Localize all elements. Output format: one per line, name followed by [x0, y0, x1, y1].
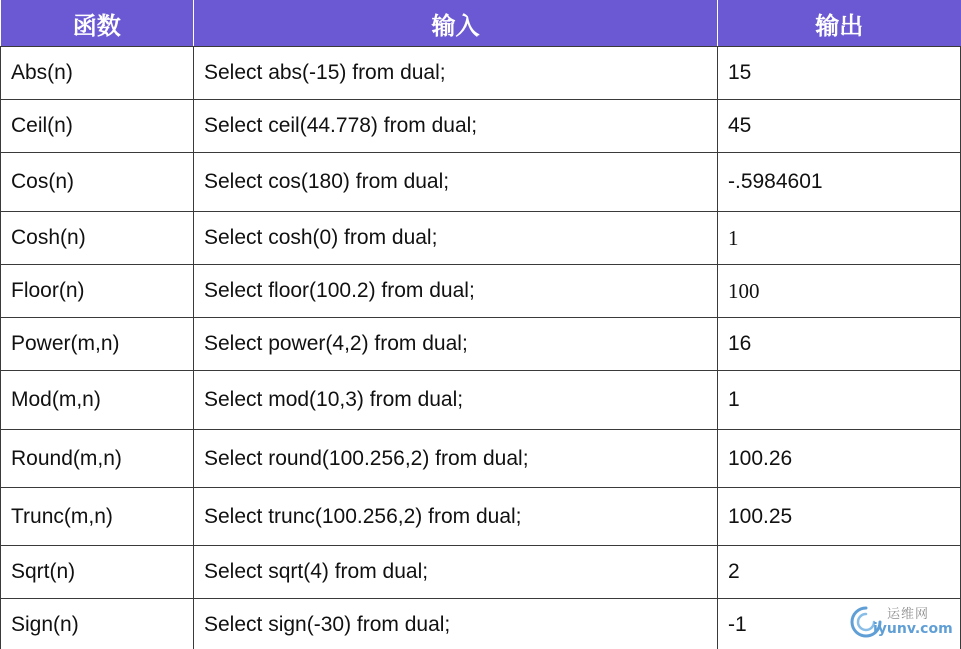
table-header-row: [1, 0, 961, 47]
table-row: [1, 599, 961, 649]
output-cell: 2: [718, 546, 961, 599]
input-cell: Select cosh(0) from dual;: [194, 212, 718, 265]
header-input: 输入: [194, 0, 718, 47]
output-cell: 1: [718, 371, 961, 430]
table-row: [1, 371, 961, 430]
function-cell: Ceil(n): [1, 100, 194, 153]
function-cell: Trunc(m,n): [1, 488, 194, 546]
output-cell: 100.25: [718, 488, 961, 546]
input-cell: Select round(100.256,2) from dual;: [194, 430, 718, 488]
output-cell: -1: [718, 599, 961, 649]
input-cell: Select ceil(44.778) from dual;: [194, 100, 718, 153]
input-cell: Select abs(-15) from dual;: [194, 47, 718, 100]
function-cell: Abs(n): [1, 47, 194, 100]
input-cell: Select sign(-30) from dual;: [194, 599, 718, 649]
input-cell: Select cos(180) from dual;: [194, 153, 718, 212]
table-row: [1, 153, 961, 212]
input-cell: Select mod(10,3) from dual;: [194, 371, 718, 430]
table-row: [1, 265, 961, 318]
function-cell: Sqrt(n): [1, 546, 194, 599]
function-cell: Round(m,n): [1, 430, 194, 488]
input-cell: Select power(4,2) from dual;: [194, 318, 718, 371]
table-row: [1, 212, 961, 265]
input-cell: Select sqrt(4) from dual;: [194, 546, 718, 599]
table-row: [1, 430, 961, 488]
output-cell: 45: [718, 100, 961, 153]
watermark-en-text: iyunv.com: [873, 621, 953, 637]
output-cell: -.5984601: [718, 153, 961, 212]
table-row: [1, 47, 961, 100]
function-cell: Cosh(n): [1, 212, 194, 265]
output-cell: 1: [718, 212, 961, 265]
site-watermark: [849, 603, 953, 643]
header-output: 输出: [718, 0, 961, 47]
table-row: [1, 546, 961, 599]
function-cell: Cos(n): [1, 153, 194, 212]
function-cell: Floor(n): [1, 265, 194, 318]
table-row: [1, 488, 961, 546]
input-cell: Select trunc(100.256,2) from dual;: [194, 488, 718, 546]
output-cell: 15: [718, 47, 961, 100]
header-function: 函数: [1, 0, 194, 47]
output-cell: 100: [718, 265, 961, 318]
output-cell: 16: [718, 318, 961, 371]
function-cell: Sign(n): [1, 599, 194, 649]
output-cell: 100.26: [718, 430, 961, 488]
function-cell: Power(m,n): [1, 318, 194, 371]
table-row: [1, 318, 961, 371]
input-cell: Select floor(100.2) from dual;: [194, 265, 718, 318]
watermark-cn-text: 运维网: [887, 607, 930, 622]
function-cell: Mod(m,n): [1, 371, 194, 430]
table-row: [1, 100, 961, 153]
